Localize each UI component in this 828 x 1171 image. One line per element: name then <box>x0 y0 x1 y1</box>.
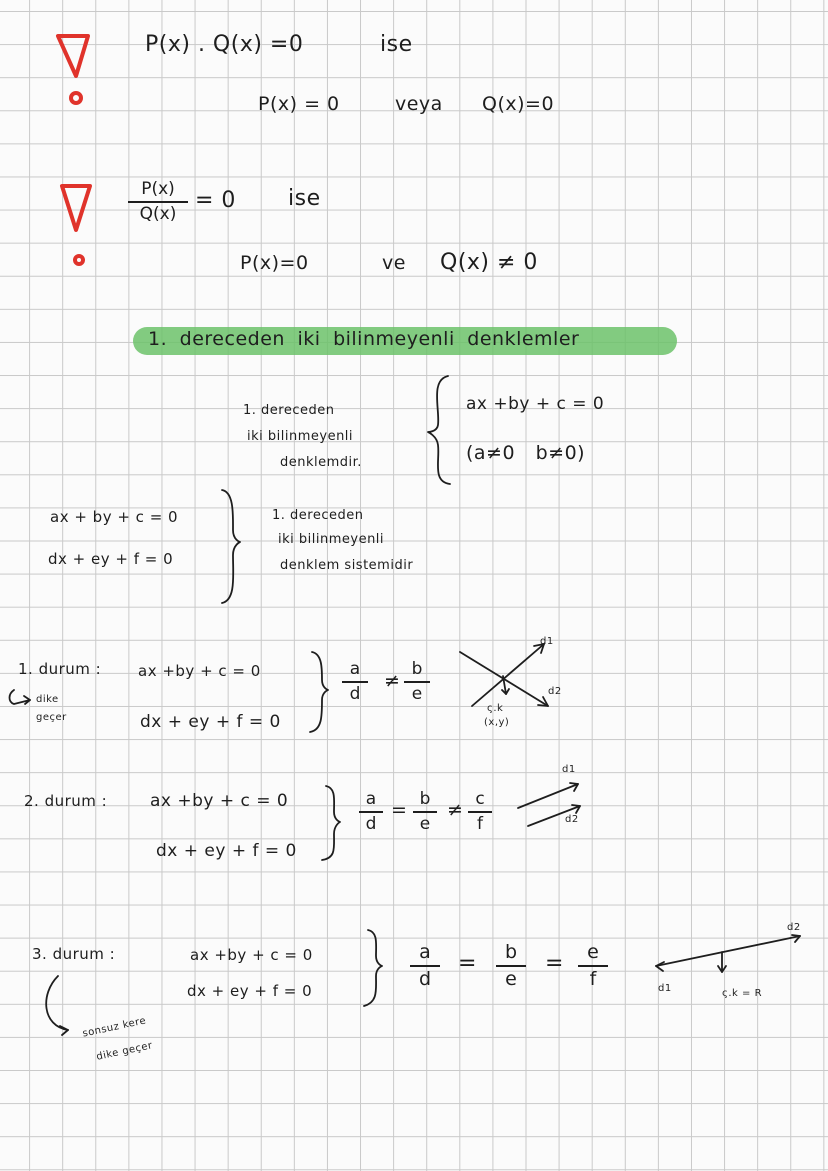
case1-note-1: dike <box>36 694 59 705</box>
case2-label: 2. durum : <box>24 792 108 810</box>
fraction-bar <box>404 681 430 683</box>
case3-d1-label: d1 <box>658 983 672 994</box>
case3-f3-den: f <box>589 967 597 990</box>
rule1-ise: ise <box>380 32 413 57</box>
rule1-equation: P(x) . Q(x) =0 <box>145 32 304 57</box>
case3-brace <box>364 930 382 1006</box>
case1-brace <box>310 652 328 732</box>
case1-neq: ≠ <box>384 670 401 692</box>
case1-f1-den: d <box>349 683 361 704</box>
case1-line-d2 <box>460 652 548 706</box>
rule2-eq-zero: = 0 <box>195 188 236 213</box>
rule2-ve: ve <box>382 252 406 274</box>
case1-line-d1 <box>472 644 544 706</box>
case2-f3-den: f <box>477 813 483 834</box>
case1-d1-label: d1 <box>540 636 554 647</box>
case3-note-2: dike geçer <box>95 1040 154 1063</box>
case2-f2-num: b <box>419 789 431 809</box>
case3-f2-den: e <box>505 967 517 990</box>
rule2-den: Q(x) <box>139 203 177 224</box>
system-line-1: 1. dereceden <box>272 508 364 523</box>
case3-fraction-ad <box>410 942 440 990</box>
system-brace <box>222 490 240 603</box>
case1-xy-label: (x,y) <box>484 717 510 728</box>
case3-f1-den: d <box>418 967 432 990</box>
definition-line-2: iki bilinmeyenli <box>247 429 354 444</box>
case1-f2-den: e <box>411 683 423 704</box>
definition-line-3: denklemdir. <box>280 455 362 470</box>
case3-curve-arrow <box>46 976 68 1030</box>
section-heading: 1. dereceden iki bilinmeyenli denklemler <box>148 328 580 350</box>
case2-fraction-ad <box>359 790 383 833</box>
case2-brace <box>322 786 340 860</box>
case3-f2-num: b <box>504 941 518 963</box>
rule1-veya: veya <box>395 93 443 115</box>
system-eq2: dx + ey + f = 0 <box>48 550 174 568</box>
case1-eq2: dx + ey + f = 0 <box>140 712 281 732</box>
case3-d2-label: d2 <box>787 922 801 933</box>
case1-note-2: geçer <box>36 712 67 723</box>
case1-f2-num: b <box>411 659 423 679</box>
case2-d1-label: d1 <box>562 764 576 775</box>
fraction-bar <box>359 811 383 813</box>
case2-d2-label: d2 <box>565 814 579 825</box>
fraction-bar <box>496 965 526 967</box>
fraction-bar <box>468 811 492 813</box>
case1-loop-arrow <box>10 690 31 704</box>
system-line-3: denklem sistemidir <box>280 558 414 573</box>
case1-d2-label: d2 <box>548 686 562 697</box>
fraction-bar <box>128 201 188 203</box>
rule2-ise: ise <box>288 186 321 211</box>
case2-eq1: ax +by + c = 0 <box>150 791 289 811</box>
case2-line-d1 <box>518 784 578 808</box>
case3-f3-num: e <box>587 941 599 963</box>
case2-f1-num: a <box>365 789 377 809</box>
fraction-bar <box>413 811 437 813</box>
definition-brace <box>428 376 450 484</box>
case3-eq1: ax +by + c = 0 <box>190 946 313 964</box>
case1-intersection-arrow <box>503 676 506 694</box>
definition-condition: (a≠0 b≠0) <box>466 442 586 464</box>
case3-sk-label: ς.k = R <box>722 988 763 999</box>
case3-line <box>656 936 800 966</box>
case2-eq2: dx + ey + f = 0 <box>156 841 297 861</box>
case1-label: 1. durum : <box>18 660 102 678</box>
case2-fraction-cf <box>468 790 492 833</box>
rule1-px-zero: P(x) = 0 <box>258 93 340 115</box>
case1-f1-num: a <box>349 659 361 679</box>
fraction-bar <box>578 965 608 967</box>
fraction-bar <box>342 681 368 683</box>
case2-fraction-be <box>413 790 437 833</box>
case3-note-1: sonsuz kere <box>81 1015 148 1040</box>
case2-neq: ≠ <box>447 799 464 821</box>
case1-fraction-be <box>404 660 430 703</box>
system-eq1: ax + by + c = 0 <box>50 508 179 526</box>
case1-fraction-ad <box>342 660 368 703</box>
case1-eq1: ax +by + c = 0 <box>138 662 261 680</box>
system-line-2: iki bilinmeyenli <box>278 532 385 547</box>
case3-eq2: dx + ey + f = 0 <box>187 982 313 1000</box>
rule2-fraction <box>128 180 188 223</box>
rule2-qx-nonzero: Q(x) ≠ 0 <box>440 250 538 275</box>
case3-fraction-be <box>496 942 526 990</box>
rule2-num: P(x) <box>141 179 175 199</box>
case1-sk-label: ς.k <box>487 703 504 714</box>
case3-fraction-ef <box>578 942 608 990</box>
case3-eq-sign-1: = <box>458 951 477 976</box>
case3-label: 3. durum : <box>32 945 116 963</box>
case2-f3-num: c <box>475 789 485 809</box>
case2-f2-den: e <box>419 813 431 834</box>
rule2-px-zero: P(x)=0 <box>240 252 309 274</box>
case2-eq-sign: = <box>391 799 408 821</box>
fraction-bar <box>410 965 440 967</box>
definition-equation: ax +by + c = 0 <box>466 394 605 414</box>
case3-eq-sign-2: = <box>545 951 564 976</box>
case2-f1-den: d <box>365 813 377 834</box>
case3-f1-num: a <box>419 941 431 963</box>
definition-line-1: 1. dereceden <box>243 403 335 418</box>
rule1-qx-zero: Q(x)=0 <box>482 93 555 115</box>
